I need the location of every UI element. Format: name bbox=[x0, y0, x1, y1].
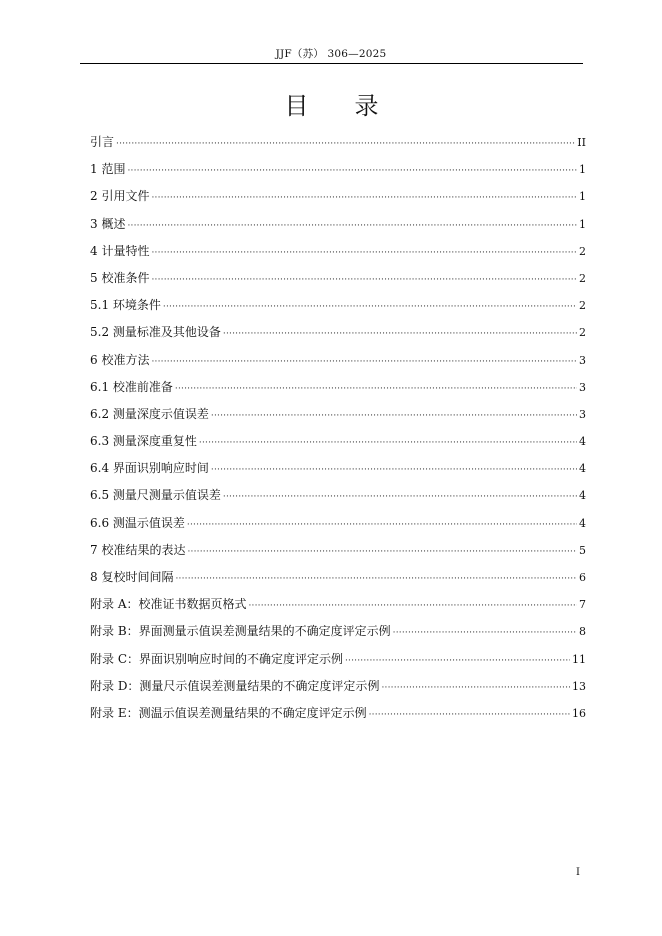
toc-entry[interactable] bbox=[90, 403, 586, 430]
toc-entry-page: 2 bbox=[579, 271, 586, 285]
title-char-1: 目 bbox=[284, 92, 309, 120]
toc-entry-page: 7 bbox=[579, 598, 586, 612]
toc-entry[interactable] bbox=[90, 185, 586, 212]
toc-entry-label: 7 校准结果的表达 bbox=[90, 542, 186, 557]
toc-entry-label: 2 引用文件 bbox=[90, 189, 150, 204]
toc-entry-page: II bbox=[577, 136, 586, 149]
toc-entry-page: 3 bbox=[579, 353, 586, 367]
page-title bbox=[80, 86, 583, 121]
toc-entry-label: 6.6 测温示值误差 bbox=[90, 515, 185, 530]
toc-entry[interactable] bbox=[90, 593, 586, 620]
toc-entry[interactable] bbox=[90, 675, 586, 702]
toc-entry-label: 6.1 校准前准备 bbox=[90, 379, 173, 394]
toc-leader-dots bbox=[163, 296, 577, 318]
toc-entry-page: 2 bbox=[579, 326, 586, 340]
toc-leader-dots bbox=[223, 486, 577, 508]
toc-entry[interactable] bbox=[90, 294, 586, 321]
toc-entry-page: 4 bbox=[579, 489, 586, 503]
toc-entry[interactable] bbox=[90, 620, 586, 647]
toc-leader-dots bbox=[127, 215, 577, 237]
toc-entry-page: 1 bbox=[579, 163, 586, 177]
toc-leader-dots bbox=[345, 650, 570, 672]
toc-entry-page: 3 bbox=[579, 380, 586, 394]
toc-leader-dots bbox=[175, 568, 577, 590]
toc-entry-page: 2 bbox=[579, 244, 586, 258]
toc-entry[interactable] bbox=[90, 213, 586, 240]
toc-entry-label: 5 校准条件 bbox=[90, 270, 150, 285]
toc-entry-page: 13 bbox=[572, 679, 586, 693]
toc-leader-dots bbox=[116, 133, 575, 155]
toc-entry-page: 1 bbox=[579, 190, 586, 204]
toc-leader-dots bbox=[369, 704, 570, 726]
toc-leader-dots bbox=[151, 187, 577, 209]
toc-entry-label: 5.2 测量标准及其他设备 bbox=[90, 325, 221, 340]
toc-leader-dots bbox=[175, 378, 577, 400]
title-char-2: 录 bbox=[354, 92, 379, 120]
toc-entry-label: 3 概述 bbox=[90, 216, 126, 231]
toc-entry-page: 5 bbox=[579, 543, 586, 557]
toc-entry-page: 2 bbox=[579, 299, 586, 313]
toc-entry[interactable] bbox=[90, 484, 586, 511]
toc-entry-page: 8 bbox=[579, 625, 586, 639]
toc-leader-dots bbox=[393, 622, 577, 644]
toc-entry[interactable] bbox=[90, 566, 586, 593]
toc-entry-label: 4 计量特性 bbox=[90, 243, 150, 258]
toc-entry-page: 16 bbox=[572, 706, 586, 720]
toc-entry-label: 5.1 环境条件 bbox=[90, 298, 161, 313]
toc-entry-label: 引言 bbox=[90, 135, 115, 149]
toc-entry[interactable] bbox=[90, 539, 586, 566]
toc-leader-dots bbox=[187, 541, 577, 563]
toc-leader-dots bbox=[211, 405, 577, 427]
toc-leader-dots bbox=[211, 459, 577, 481]
toc-leader-dots bbox=[248, 595, 577, 617]
toc-entry-label: 8 复校时间间隔 bbox=[90, 570, 174, 584]
toc-leader-dots bbox=[151, 242, 577, 264]
toc-entry[interactable] bbox=[90, 321, 586, 348]
toc-entry[interactable] bbox=[90, 702, 586, 729]
toc-entry[interactable] bbox=[90, 349, 586, 376]
toc-entry[interactable] bbox=[90, 648, 586, 675]
footer-page-number: I bbox=[576, 867, 580, 878]
toc-entry-label: 附录 A：校准证书数据页格式 bbox=[90, 597, 247, 612]
toc-entry-label: 附录 B：界面测量示值误差测量结果的不确定度评定示例 bbox=[90, 624, 391, 639]
toc-entry[interactable] bbox=[90, 457, 586, 484]
toc-leader-dots bbox=[151, 269, 577, 291]
toc-entry-page: 4 bbox=[579, 516, 586, 530]
toc-entry-label: 6.2 测量深度示值误差 bbox=[90, 406, 209, 421]
running-header: JJF（苏） 306—2025 bbox=[275, 48, 387, 60]
toc-entry[interactable] bbox=[90, 512, 586, 539]
toc-entry-page: 1 bbox=[579, 217, 586, 231]
toc-leader-dots bbox=[199, 432, 577, 454]
toc-entry-label: 1 范围 bbox=[90, 162, 126, 177]
toc-entry-page: 4 bbox=[579, 462, 586, 476]
toc-entry-label: 6.4 界面识别响应时间 bbox=[90, 461, 209, 476]
toc-entry-page: 4 bbox=[579, 435, 586, 449]
toc-entry[interactable] bbox=[90, 430, 586, 457]
toc-entry[interactable] bbox=[90, 240, 586, 267]
toc-entry-label: 6 校准方法 bbox=[90, 352, 150, 367]
toc-leader-dots bbox=[127, 160, 577, 182]
toc-entry-label: 附录 D：测量尺示值误差测量结果的不确定度评定示例 bbox=[90, 678, 380, 693]
toc-entry-page: 11 bbox=[572, 652, 586, 666]
toc-leader-dots bbox=[187, 514, 577, 536]
toc-entry[interactable] bbox=[90, 158, 586, 185]
toc-entry[interactable] bbox=[90, 376, 586, 403]
toc-entry-page: 6 bbox=[579, 571, 586, 584]
toc-entry-label: 附录 E：测温示值误差测量结果的不确定度评定示例 bbox=[90, 705, 367, 720]
toc-entry-label: 6.5 测量尺测量示值误差 bbox=[90, 488, 221, 503]
header-rule bbox=[80, 63, 583, 64]
toc-entry-label: 6.3 测量深度重复性 bbox=[90, 434, 197, 449]
toc-entry-label: 附录 C：界面识别响应时间的不确定度评定示例 bbox=[90, 651, 343, 666]
toc-leader-dots bbox=[381, 677, 570, 699]
toc-entry[interactable] bbox=[90, 267, 586, 294]
toc-leader-dots bbox=[151, 351, 577, 373]
toc-entry-page: 3 bbox=[579, 407, 586, 421]
table-of-contents bbox=[90, 131, 586, 729]
toc-leader-dots bbox=[223, 323, 577, 345]
toc-entry[interactable] bbox=[90, 131, 586, 158]
